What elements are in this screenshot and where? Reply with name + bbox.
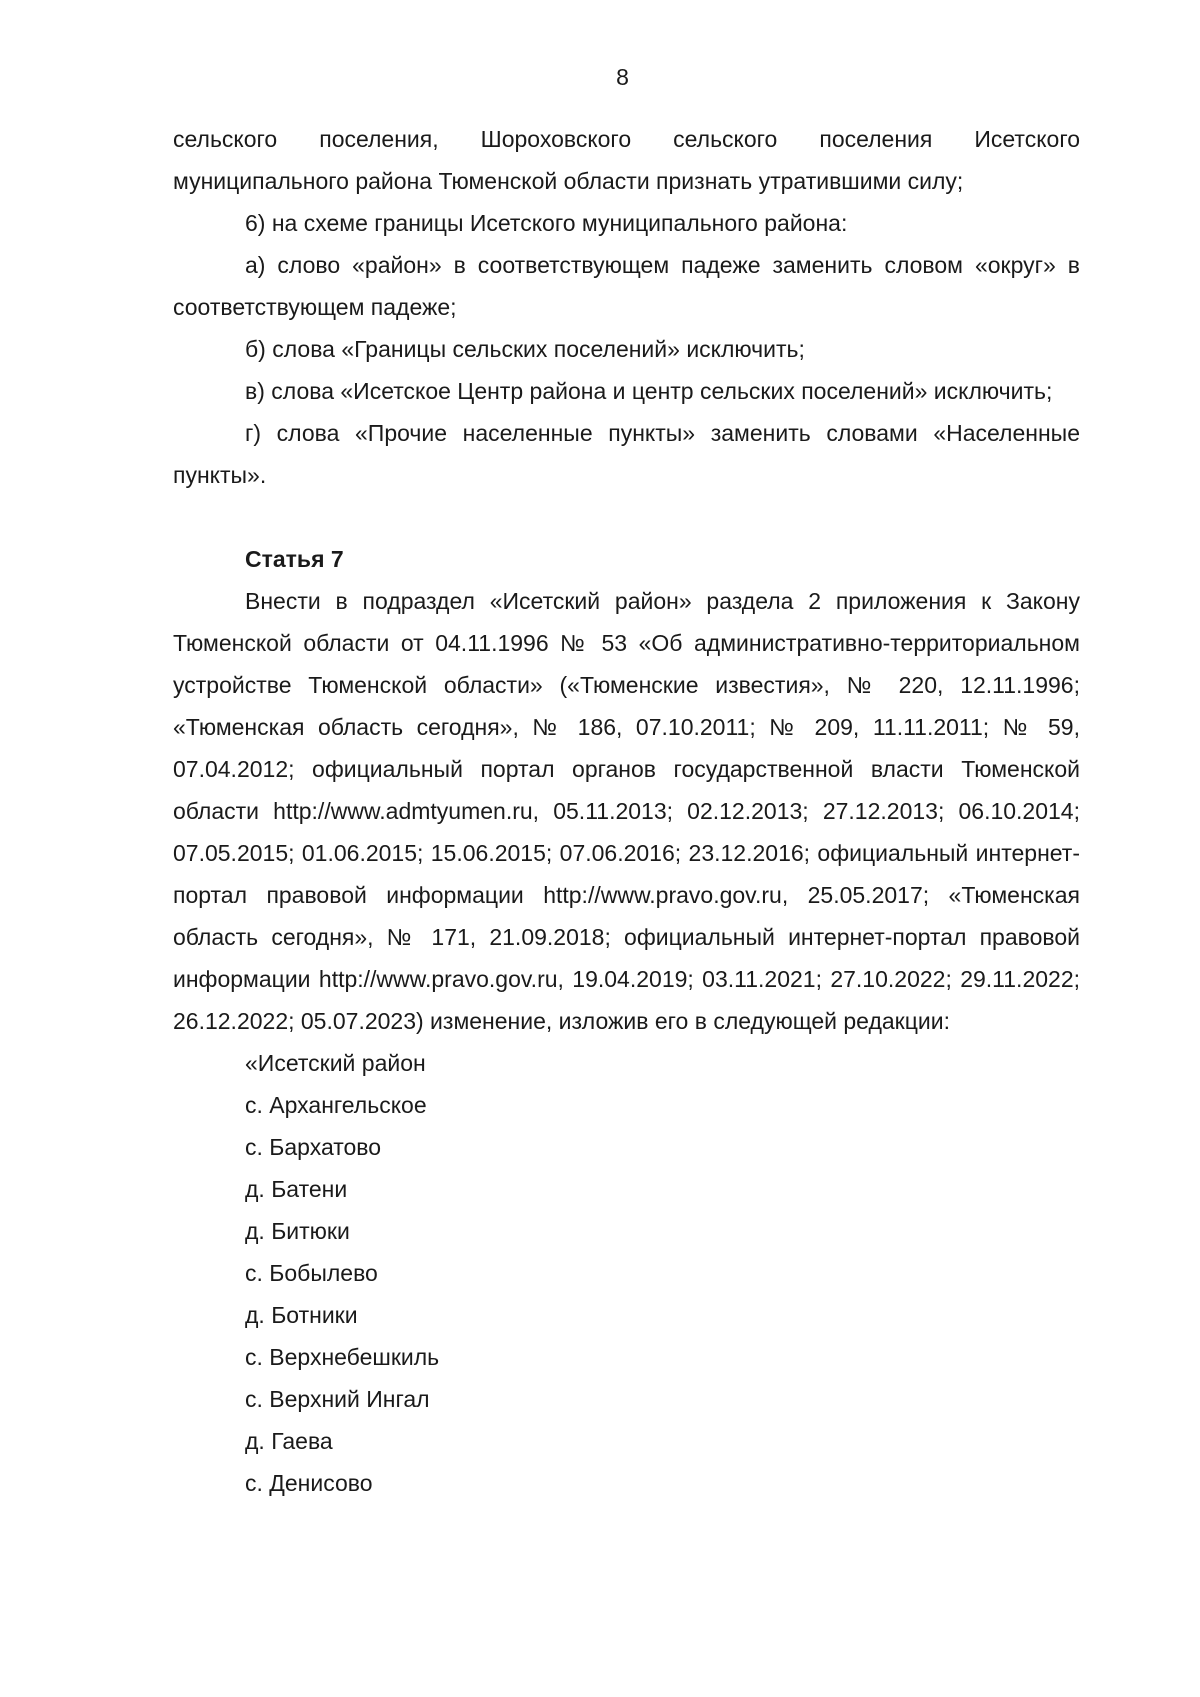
document-body — [173, 118, 1080, 1504]
paragraph-continuation: сельского поселения, Шороховского сельского поселения Исетского муниципального района Тюменской области признать утратившими силу; — [173, 126, 1080, 194]
list-item: с. Верхний Ингал — [245, 1386, 430, 1412]
settlement-list — [173, 1042, 1080, 1504]
list-item: с. Денисово — [245, 1470, 373, 1496]
paragraph-item-a: а) слово «район» в соответствующем падеже заменить словом «округ» в соответствующем падеже; — [173, 252, 1080, 320]
list-item: с. Верхнебешкиль — [245, 1344, 440, 1370]
page-number: 8 — [616, 64, 629, 90]
list-item: с. Архангельское — [245, 1092, 427, 1118]
paragraph-item-v: в) слова «Исетское Центр района и центр сельских поселений» исключить; — [245, 378, 1053, 404]
list-item: с. Бархатово — [245, 1134, 382, 1160]
paragraph-item-g: г) слова «Прочие населенные пункты» заменить словами «Населенные пункты». — [173, 420, 1080, 488]
list-item: д. Гаева — [245, 1428, 333, 1454]
list-item: «Исетский район — [245, 1050, 426, 1076]
list-item: д. Ботники — [245, 1302, 358, 1328]
article-heading: Статья 7 — [245, 546, 344, 572]
article-7-paragraph: Внести в подраздел «Исетский район» раздела 2 приложения к Закону Тюменской области от 04.11.1996 № 53 «Об административно-территориальном устройстве Тюменской области» («Тюменские известия», № 220, 12.11.1996; «Тюменская область сегодня», № 186, 07.10.2011; № 209, 11.11.2011; № 59, 07.04.2012; официальный портал органов государственной власти Тюменской области http://www.admtyumen.ru, 05.11.2013; 02.12.2013; 27.12.2013; 06.10.2014; 07.05.2015; 01.06.2015; 15.06.2015; 07.06.2016; 23.12.2016; официальный интернет-портал правовой информации http://www.pravo.gov.ru, 25.05.2017; «Тюменская область сегодня», № 171, 21.09.2018; официальный интернет-портал правовой информации http://www.pravo.gov.ru, 19.04.2019; 03.11.2021; 27.10.2022; 29.11.2022; 26.12.2022; 05.07.2023) изменение, изложив его в следующей редакции: — [173, 588, 1080, 1034]
list-item: д. Батени — [245, 1176, 348, 1202]
paragraph-item-b: б) слова «Границы сельских поселений» исключить; — [245, 336, 805, 362]
paragraph-item-6: 6) на схеме границы Исетского муниципального района: — [245, 210, 848, 236]
list-item: д. Битюки — [245, 1218, 350, 1244]
list-item: с. Бобылево — [245, 1260, 378, 1286]
